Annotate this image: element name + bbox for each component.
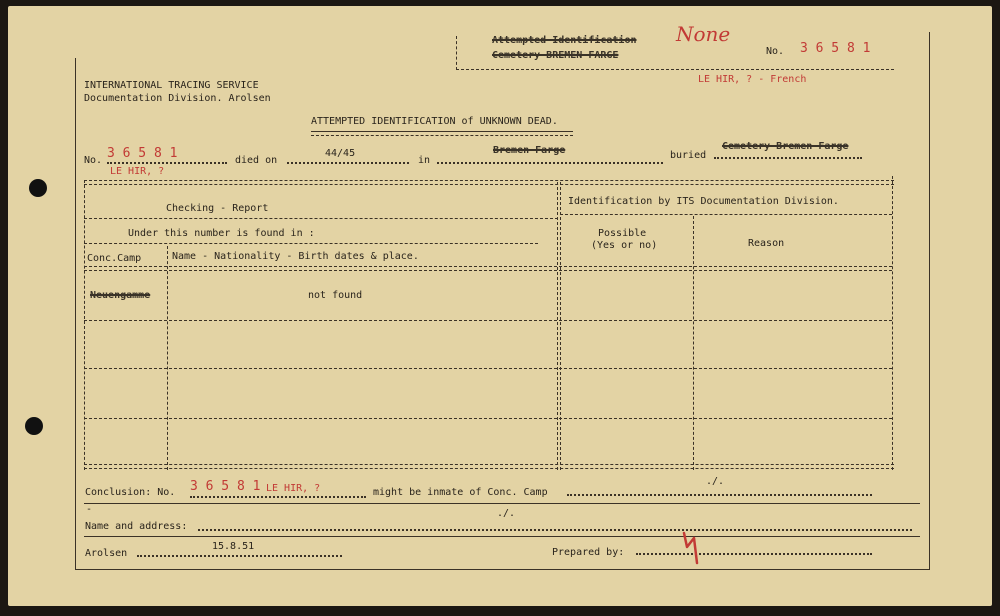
- table-top-1: [84, 180, 894, 181]
- arolsen-label: Arolsen: [85, 548, 128, 559]
- buried-label: buried: [670, 150, 707, 161]
- row1-name: not found: [308, 290, 363, 301]
- table-divider-camp: [167, 246, 168, 470]
- table-divider-possible: [693, 216, 694, 470]
- conclusion-no: 3 6 5 8 1: [190, 479, 261, 494]
- punch-hole-bottom: [25, 417, 43, 435]
- header-bottom-1: [84, 266, 892, 267]
- camp-value: ./.: [706, 476, 725, 487]
- row-line-under: [84, 243, 538, 244]
- in-label: in: [418, 155, 431, 166]
- record-no-value: 3 6 5 8 1: [107, 146, 178, 161]
- row-line-checking: [84, 218, 558, 219]
- table-top-2: [84, 184, 894, 185]
- record-name: LE HIR, ?: [110, 166, 165, 177]
- org-name: INTERNATIONAL TRACING SERVICE: [84, 80, 259, 91]
- table-divider-main: [557, 182, 558, 470]
- date-dots: [137, 555, 342, 557]
- col-conc-camp: Conc.Camp: [87, 253, 142, 264]
- camp-dots: [567, 494, 872, 496]
- col-possible: Possible: [598, 228, 647, 239]
- left-border: [75, 58, 76, 570]
- name-address-dots: [198, 529, 912, 531]
- col-reason: Reason: [748, 238, 785, 249]
- table-bottom-2: [84, 468, 894, 469]
- corner-line-1: Attempted Identification: [492, 35, 637, 46]
- footer-line-2: [84, 536, 920, 537]
- died-dots: [287, 162, 409, 164]
- table-right: [892, 176, 893, 470]
- under-number-label: Under this number is found in :: [128, 228, 315, 239]
- row-line-3: [84, 418, 892, 419]
- org-division: Documentation Division. Arolsen: [84, 93, 271, 104]
- table-left: [84, 180, 85, 470]
- bottom-border: [75, 569, 930, 570]
- record-no-label: No.: [84, 155, 103, 166]
- prepared-dots: [636, 553, 872, 555]
- corner-line-2: Cemetery BREMEN-FARGE: [492, 50, 619, 61]
- row-line-identification: [560, 214, 892, 215]
- corner-no-label: No.: [766, 46, 785, 57]
- date-value: 15.8.51: [212, 541, 255, 552]
- title-underline-2: [311, 135, 573, 136]
- corner-box-bottom: [456, 69, 894, 70]
- name-address-value: ./.: [497, 508, 516, 519]
- col-possible-sub: (Yes or no): [591, 240, 658, 251]
- died-value: 44/45: [325, 148, 356, 159]
- conclusion-label: Conclusion: No.: [85, 487, 176, 498]
- place-dots: [437, 162, 663, 164]
- title-underline-1: [311, 131, 573, 132]
- punch-hole-top: [29, 179, 47, 197]
- signature-mark: [678, 523, 708, 569]
- checking-header: Checking - Report: [166, 203, 269, 214]
- table-divider-main-2: [560, 182, 561, 470]
- conclusion-dots: [190, 496, 366, 498]
- footer-line-1: [84, 503, 920, 504]
- corner-name-nationality: LE HIR, ? - French: [698, 74, 807, 85]
- dash-mark: -: [86, 504, 93, 515]
- name-address-label: Name and address:: [85, 521, 188, 532]
- col-name-details: Name - Nationality - Birth dates & place.: [172, 251, 419, 262]
- identification-header: Identification by ITS Documentation Division.: [568, 196, 839, 207]
- record-no-dots: [107, 162, 227, 164]
- might-be-label: might be inmate of Conc. Camp: [373, 487, 548, 498]
- handwritten-stamp: None: [676, 22, 731, 46]
- buried-dots: [714, 157, 862, 159]
- died-label: died on: [235, 155, 278, 166]
- header-bottom-2: [84, 270, 892, 271]
- row-line-1: [84, 320, 892, 321]
- right-border: [929, 32, 930, 570]
- corner-box-left: [456, 36, 457, 70]
- row-line-2: [84, 368, 892, 369]
- corner-no-value: 3 6 5 8 1: [800, 41, 871, 56]
- table-bottom-1: [84, 464, 894, 465]
- buried-value: Cemetery Bremen-Farge: [722, 141, 849, 152]
- conclusion-name: LE HIR, ?: [266, 483, 321, 494]
- page-title: ATTEMPTED IDENTIFICATION of UNKNOWN DEAD.: [311, 116, 558, 127]
- place-value: Bremen-Farge: [493, 145, 566, 156]
- prepared-label: Prepared by:: [552, 547, 625, 558]
- row1-camp: Neuengamme: [90, 290, 151, 301]
